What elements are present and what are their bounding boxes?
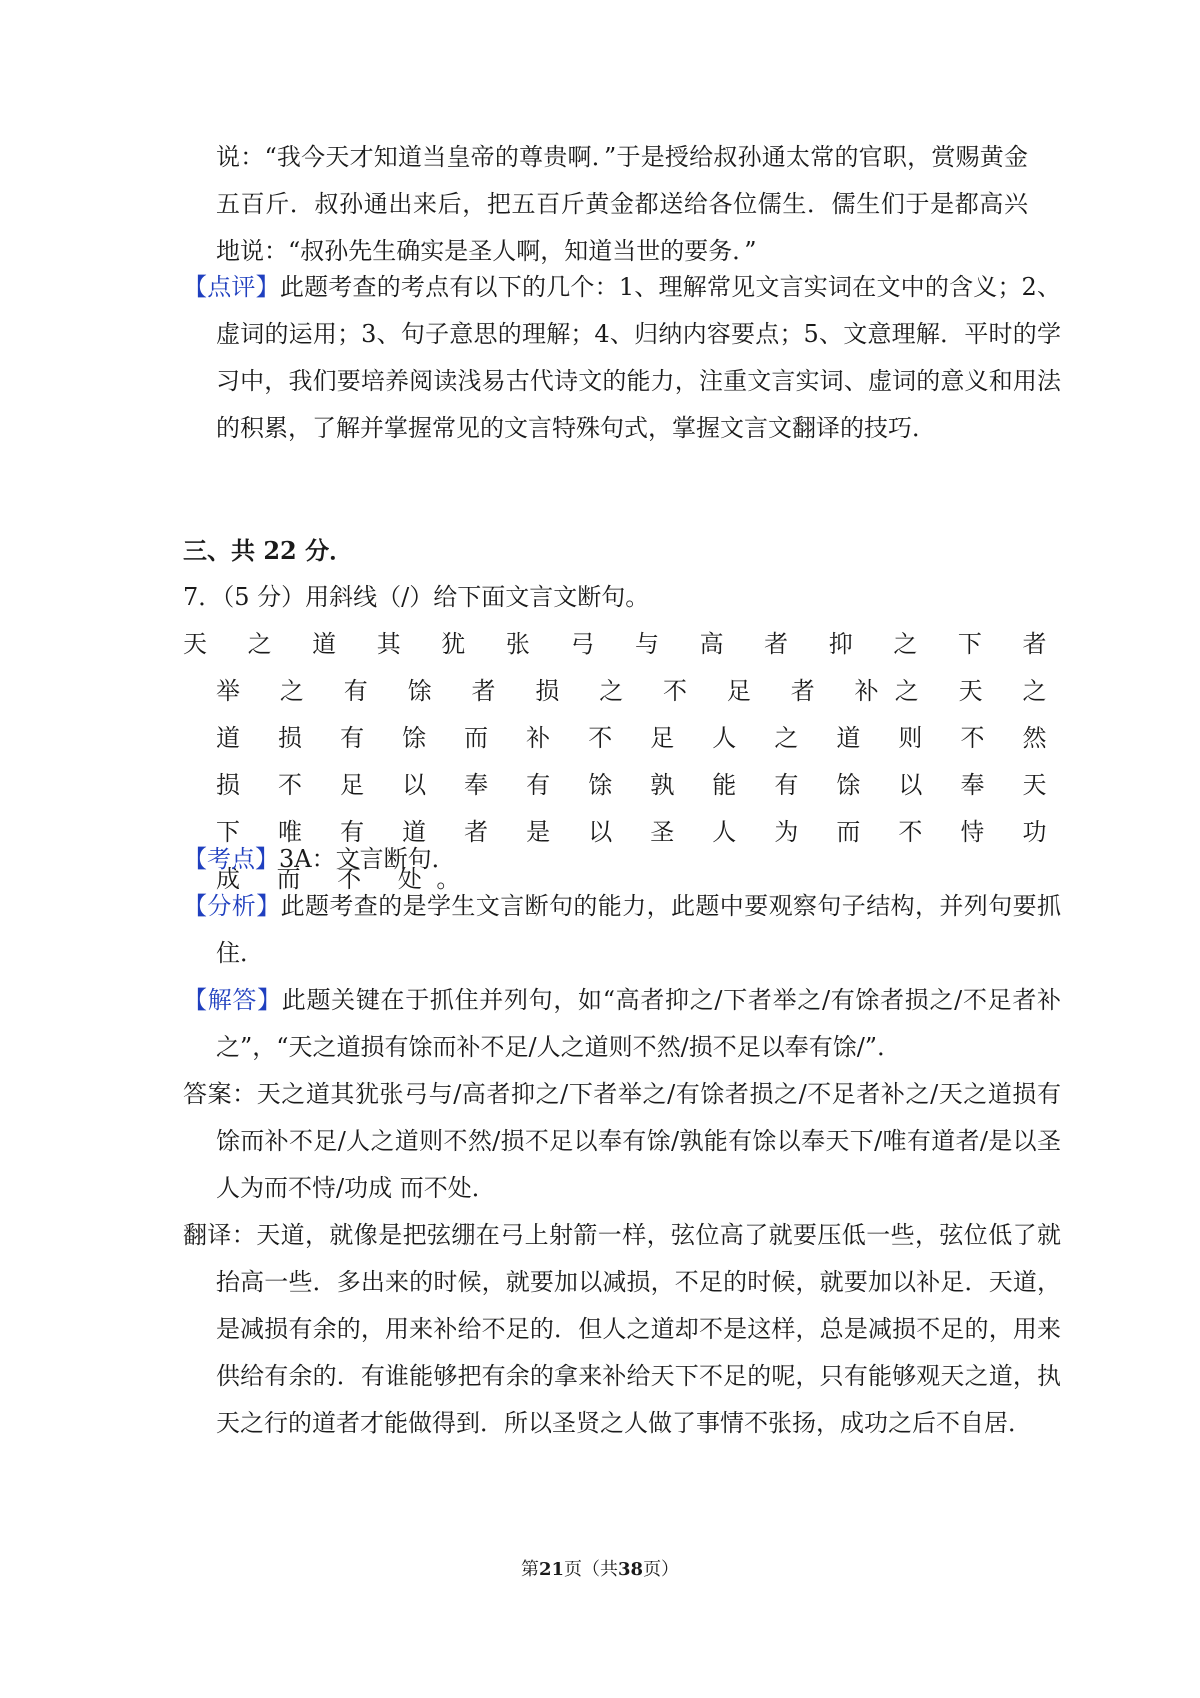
jieda-paragraph xyxy=(183,977,1061,1071)
question-stem xyxy=(183,574,1061,621)
kaodian-text: 3A：文言断句． xyxy=(279,845,456,873)
section-title: 三、共 22 分． xyxy=(183,536,354,565)
answer-paragraph xyxy=(183,1071,1061,1212)
top-translation-continuation xyxy=(216,134,1028,275)
kaodian-tag: 【考点】 xyxy=(183,845,279,873)
footer-suffix: 页） xyxy=(643,1559,680,1580)
review-paragraph xyxy=(183,264,1061,452)
fenxi-tag: 【分析】 xyxy=(183,892,281,920)
footer-current-page: 21 xyxy=(538,1559,564,1580)
jieda-text: 此题关键在于抓住并列句，如“高者抑之/下者举之/有馀者损之/不足者补之”，“天之道损有馀而补不足/人之道则不然/损不足以奉有馀/”． xyxy=(216,986,1062,1061)
translation-paragraph xyxy=(183,1212,1061,1447)
footer-total-pages: 38 xyxy=(618,1559,644,1580)
fenxi-text: 此题考查的是学生文言断句的能力，此题中要观察句子结构，并列句要抓住． xyxy=(216,892,1062,967)
question-stem-text: 7．（5 分）用斜线（/）给下面文言文断句。 xyxy=(183,583,650,611)
footer-prefix: 第 xyxy=(520,1559,539,1580)
translation-text: 翻译：天道，就像是把弦绷在弓上射箭一样，弦位高了就要压低一些，弦位低了就抬高一些．多出来的时候，就要加以减损，不足的时候，就要加以补足．天道，是减损有余的，用来补给不足的．但人之道却不是这样，总是减损不足的，用来供给有余的．有谁能够把有余的拿来补给天下不足的呢，只有能够观天之道，执天之行的道者才能做得到．所以圣贤之人做了事情不张扬，成功之后不自居． xyxy=(183,1221,1061,1437)
answer-text: 答案：天之道其犹张弓与/高者抑之/下者举之/有馀者损之/不足者补之/天之道损有馀而补不足/人之道则不然/损不足以奉有馀/孰能有馀以奉天下/唯有道者/是以圣人为而不恃/功成 而不处． xyxy=(183,1080,1061,1202)
review-text: 此题考查的考点有以下的几个：1、理解常见文言实词在文中的含义；2、虚词的运用；3、句子意思的理解；4、归纳内容要点；5、文意理解．平时的学习中，我们要培养阅读浅易古代诗文的能力，注重文言实词、虚词的意义和用法的积累，了解并掌握常见的文言特殊句式，掌握文言文翻译的技巧． xyxy=(216,273,1061,442)
jieda-tag: 【解答】 xyxy=(183,986,282,1014)
fenxi-paragraph xyxy=(183,883,1061,977)
top-translation-text: 说：“我今天才知道当皇帝的尊贵啊．”于是授给叔孙通太常的官职，赏赐黄金五百斤．叔孙通出来后，把五百斤黄金都送给各位儒生．儒生们于是都高兴地说：“叔孙先生确实是圣人啊，知道当世的要务．” xyxy=(216,143,1028,265)
review-tag: 【点评】 xyxy=(183,273,280,301)
page-footer xyxy=(0,1555,1200,1585)
footer-middle: 页（共 xyxy=(564,1559,618,1580)
kaodian-paragraph xyxy=(183,836,1061,883)
question-passage-text: 天 之 道 其 犹 张 弓 与 高 者 抑 之 下 者 举 之 有 馀 者 损 之 不 足 者 补之 天 之 道 损 有 馀 而 补 不 足 人 之 道 则 不 然 损 不 足 以 奉 有 馀 孰 能 有 馀 以 奉 天 下 唯 有 道 者 是 以 圣 人 为 而 不 恃 功 成 而 不 处。 xyxy=(183,630,1061,893)
